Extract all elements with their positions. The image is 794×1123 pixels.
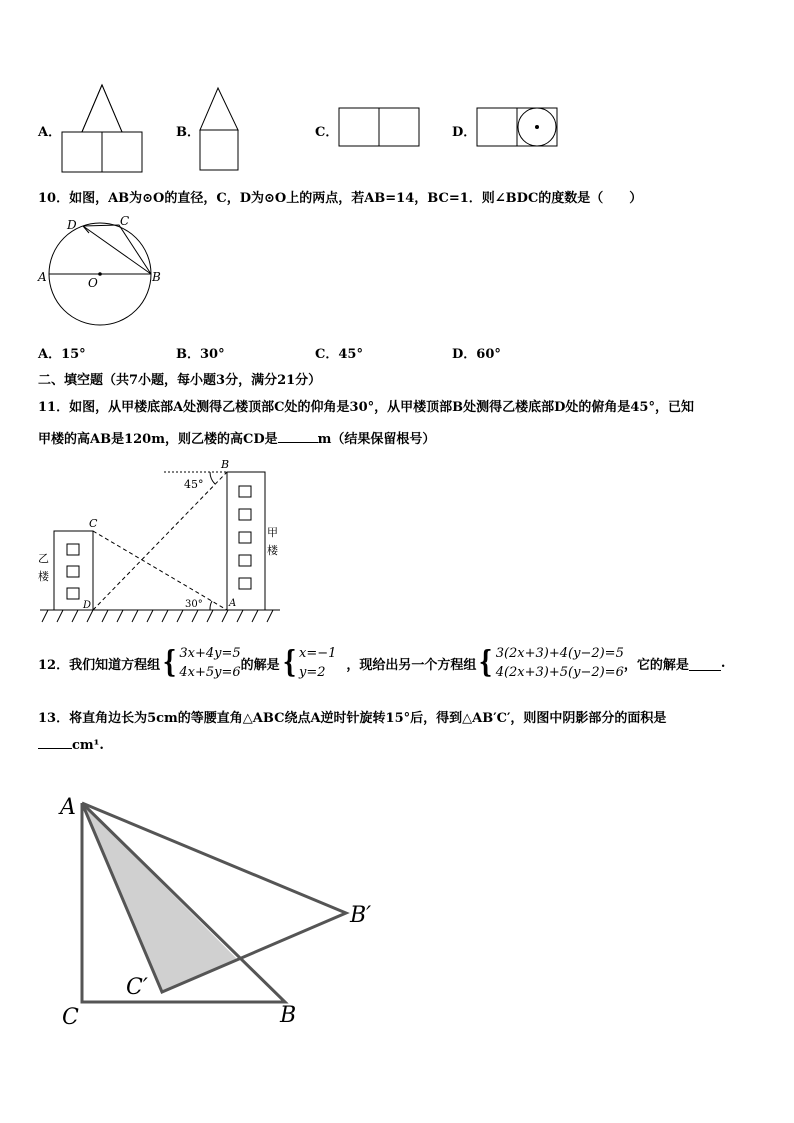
q11-line2: [38, 428, 435, 447]
q12-brace-icon: {: [162, 645, 177, 680]
q11-angle-30: 30°: [185, 599, 203, 610]
q12-system-1: [160, 644, 241, 682]
q13-answer-blank[interactable]: [38, 748, 72, 749]
q12-line: [38, 644, 725, 682]
q11-jia-char2: 楼: [267, 544, 278, 557]
q12-sys1-eq2: 4x+5y=6: [179, 665, 241, 680]
q11-answer-blank[interactable]: [278, 442, 318, 443]
q10-option-b: B．30°: [176, 347, 225, 362]
q11-label-c: C: [89, 517, 98, 530]
q12-answer-blank[interactable]: [689, 656, 721, 671]
q11-line2-text: 甲楼的高AB是120m，则乙楼的高CD是: [38, 432, 278, 447]
q9-option-b-label: B．: [176, 125, 200, 140]
q13-label-c: C: [62, 1005, 79, 1030]
q9-option-d-label: D．: [452, 125, 477, 140]
q9-option-a-figure-fix: [60, 82, 150, 174]
q12-sol-y: y=2: [298, 665, 326, 680]
q12-solution: [280, 644, 337, 682]
q12-brace-icon: {: [479, 645, 493, 680]
q10-option-a: A．15°: [38, 347, 86, 362]
q12-end: .: [720, 655, 726, 671]
q10-label-o: O: [88, 276, 98, 290]
q11-label-a: A: [229, 598, 237, 609]
q10-circle-figure: [36, 212, 166, 332]
q13-label-c-prime: C′: [126, 975, 148, 1000]
q10-label-a: A: [38, 270, 47, 284]
q9-option-b-figure: [198, 86, 244, 172]
q9-option-a-label: A．: [38, 125, 62, 140]
q13-label-b-prime: B′: [350, 903, 372, 928]
q11-jia-char1: 甲: [267, 526, 278, 539]
q13-line1: 13．将直角边长为5cm的等腰直角△ABC绕点A逆时针旋转15°后，得到△AB′C′，则图中阴影部分的面积是: [38, 711, 667, 726]
q13-label-b: B: [280, 1003, 297, 1028]
q10-label-b: B: [152, 270, 161, 284]
q11-label-b: B: [221, 458, 230, 471]
section-heading: 二、填空题（共7小题，每小题3分，满分21分）: [38, 373, 322, 388]
q12-sys2-eq2: 4(2x+3)+5(y−2)=6: [495, 665, 624, 680]
q11-buildings-figure: [34, 456, 284, 628]
q12-system-2: [476, 644, 623, 682]
q11-line1: 11．如图，从甲楼底部A处测得乙楼顶部C处的仰角是30°，从甲楼顶部B处测得乙楼底部D处的俯角是45°，已知: [38, 400, 694, 415]
q11-angle-45: 45°: [184, 478, 204, 491]
q13-triangle-figure: [56, 786, 386, 1036]
q12-sys1-eq1: 3x+4y=5: [179, 646, 241, 661]
q13-unit: cm¹.: [72, 738, 104, 753]
q12-sys2-eq1: 3(2x+3)+4(y−2)=5: [495, 646, 624, 661]
q10-option-c: C．45°: [315, 347, 363, 362]
q12-mid2: ，现给出另一个方程组: [346, 657, 477, 673]
q13-line2: [38, 738, 104, 753]
q13-label-a: A: [60, 795, 76, 820]
q11-yi-char1: 乙: [38, 552, 49, 565]
q10-label-d: D: [67, 218, 77, 232]
q11-label-d: D: [83, 600, 92, 611]
q10-option-d: D．60°: [452, 347, 501, 362]
q12-suffix: ，它的解是: [623, 657, 689, 673]
q11-line2-unit: m（结果保留根号）: [317, 432, 436, 447]
q9-option-d-figure: [476, 107, 560, 149]
q10-label-c: C: [120, 214, 130, 228]
q9-option-c-label: C．: [315, 125, 339, 140]
q9-option-c-figure: [338, 107, 422, 149]
q11-yi-char2: 楼: [38, 570, 49, 583]
q12-sol-x: x=−1: [298, 646, 337, 661]
q12-mid1: 的解是: [240, 657, 280, 673]
q12-brace-icon: {: [282, 645, 297, 680]
q10-stem: 10．如图，AB为⊙O的直径，C，D为⊙O上的两点，若AB=14，BC=1．则∠BDC的度数是（ ）: [38, 191, 643, 206]
q12-prefix: 12．我们知道方程组: [38, 657, 161, 673]
